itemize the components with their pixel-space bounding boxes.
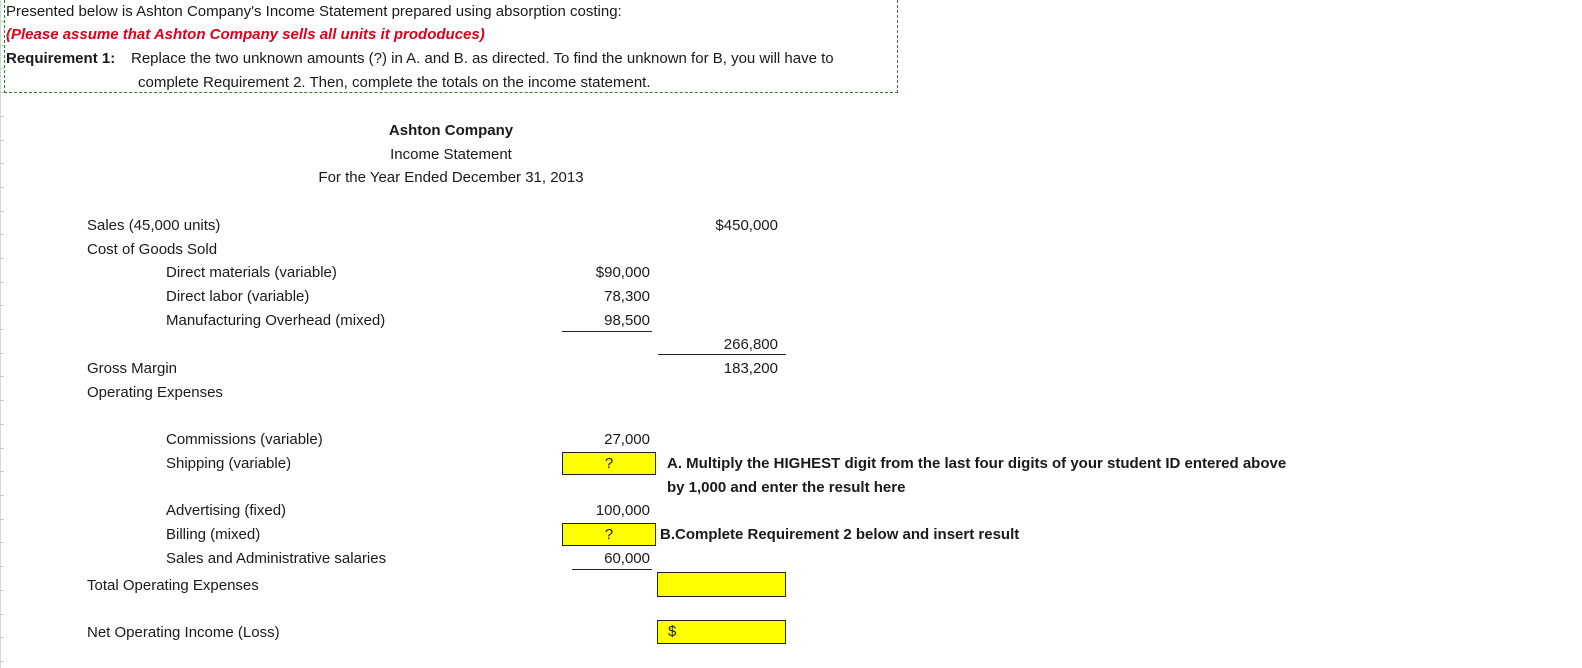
row-tick — [0, 400, 4, 401]
row-tick — [0, 495, 4, 496]
row-tick — [0, 282, 4, 283]
commissions-label: Commissions (variable) — [166, 431, 323, 448]
row-tick — [0, 661, 4, 662]
advertising-value: 100,000 — [595, 502, 650, 519]
cogs-subtotal-underline — [562, 331, 652, 332]
cogs-total-value: 266,800 — [723, 336, 778, 353]
row-tick — [0, 187, 4, 188]
row-tick — [0, 424, 4, 425]
commissions-value: 27,000 — [604, 431, 650, 448]
row-tick — [0, 329, 4, 330]
net-operating-income-cell[interactable] — [657, 620, 786, 644]
row-tick — [0, 471, 4, 472]
direct-labor-value: 78,300 — [604, 288, 650, 305]
row-tick — [0, 258, 4, 259]
sheet-left-edge — [0, 0, 1, 668]
opex-subtotal-underline — [572, 569, 652, 570]
row-tick — [0, 519, 4, 520]
assumption-note: (Please assume that Ashton Company sells all units it prododuces) — [6, 26, 485, 43]
row-tick — [0, 116, 4, 117]
note-a-line1: A. Multiply the HIGHEST digit from the last four digits of your student ID entered above — [667, 455, 1287, 472]
row-tick — [0, 448, 4, 449]
row-tick — [0, 234, 4, 235]
salaries-value: 60,000 — [604, 550, 650, 567]
operating-expenses-label: Operating Expenses — [87, 384, 223, 401]
row-tick — [0, 590, 4, 591]
direct-materials-label: Direct materials (variable) — [166, 264, 337, 281]
row-tick — [0, 353, 4, 354]
sales-value: $450,000 — [715, 217, 778, 234]
gross-margin-label: Gross Margin — [87, 360, 178, 377]
row-tick — [0, 305, 4, 306]
billing-value: ? — [604, 526, 614, 543]
shipping-value: ? — [604, 455, 614, 472]
total-operating-expenses-cell[interactable] — [657, 572, 786, 597]
requirement-text: Replace the two unknown amounts (?) in A. and B. as directed. To find the unknown for B, you will have to — [131, 50, 834, 67]
row-tick — [0, 614, 4, 615]
row-tick — [0, 211, 4, 212]
net-operating-income-label: Net Operating Income (Loss) — [87, 624, 280, 641]
gross-margin-value: 183,200 — [723, 360, 778, 377]
direct-labor-label: Direct labor (variable) — [166, 288, 310, 305]
statement-period: For the Year Ended December 31, 2013 — [318, 169, 584, 186]
requirement-text-2: complete Requirement 2. Then, complete the totals on the income statement. — [138, 74, 651, 91]
row-tick — [0, 566, 4, 567]
direct-materials-value: $90,000 — [595, 264, 650, 281]
salaries-label: Sales and Administrative salaries — [166, 550, 387, 567]
shipping-label: Shipping (variable) — [166, 455, 292, 472]
statement-title: Income Statement — [390, 146, 512, 163]
company-name: Ashton Company — [388, 122, 514, 139]
intro-line: Presented below is Ashton Company's Income Statement prepared using absorption costing: — [6, 3, 622, 20]
advertising-label: Advertising (fixed) — [166, 502, 287, 519]
row-tick — [0, 376, 4, 377]
overhead-value: 98,500 — [604, 312, 650, 329]
row-tick — [0, 163, 4, 164]
row-tick — [0, 637, 4, 638]
row-tick — [0, 140, 4, 141]
net-operating-income-value: $ — [668, 623, 677, 640]
sales-label: Sales (45,000 units) — [87, 217, 221, 234]
billing-label: Billing (mixed) — [166, 526, 261, 543]
note-b: B.Complete Requirement 2 below and insert result — [660, 526, 1020, 543]
row-tick — [0, 542, 4, 543]
overhead-label: Manufacturing Overhead (mixed) — [166, 312, 386, 329]
total-operating-expenses-label: Total Operating Expenses — [87, 577, 259, 594]
requirement-label: Requirement 1: — [6, 50, 116, 67]
note-a-line2: by 1,000 and enter the result here — [667, 479, 906, 496]
cogs-label: Cost of Goods Sold — [87, 241, 218, 258]
